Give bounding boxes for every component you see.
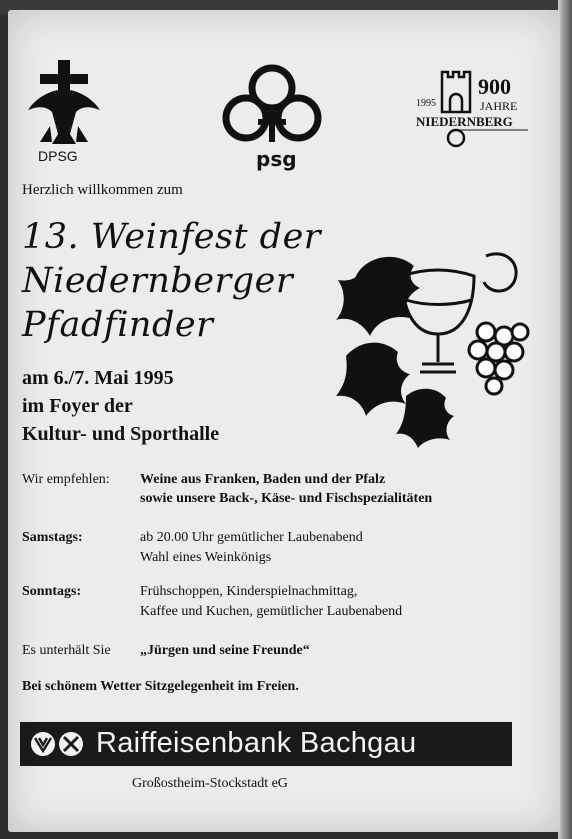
recommend-label: Wir empfehlen: <box>22 472 110 487</box>
raiffeisen-cross-icon <box>58 731 84 757</box>
svg-text:NIEDERNBERG: NIEDERNBERG <box>416 114 513 129</box>
bank-subtitle: Großostheim-Stockstadt eG <box>132 776 288 791</box>
svg-text:900: 900 <box>478 74 511 99</box>
raiffeisen-crossed-horses-icon <box>30 731 56 757</box>
title-line-2: Niedernberger <box>22 261 294 301</box>
event-place-line-2: Kultur- und Sporthalle <box>22 423 220 445</box>
psg-label: psg <box>256 147 297 171</box>
photo-background-right <box>558 0 572 839</box>
wine-glass-grapes-illustration <box>336 236 536 448</box>
recommend-line-1: Weine aus Franken, Baden und der Pfalz <box>140 472 386 487</box>
sunday-line-2: Kaffee und Kuchen, gemütlicher Laubenabend <box>140 604 403 619</box>
bank-banner <box>20 722 512 766</box>
event-date: am 6./7. Mai 1995 <box>22 367 174 389</box>
clover-leaf-icon <box>218 62 326 174</box>
title-line-3: Pfadfinder <box>22 305 214 345</box>
saturday-line-1: ab 20.00 Uhr gemütlicher Laubenabend <box>140 530 363 545</box>
recommend-line-2: sowie unsere Back-, Käse- und Fischspezialitäten <box>140 491 433 506</box>
lily-cross-icon <box>22 56 106 152</box>
event-place-line-1: im Foyer der <box>22 395 133 417</box>
dpsg-label: DPSG <box>38 148 78 164</box>
svg-text:1995: 1995 <box>416 98 436 109</box>
title-line-1: 13. Weinfest der <box>22 217 322 257</box>
sunday-label: Sonntags: <box>22 584 82 599</box>
bank-name: Raiffeisenbank Bachgau <box>96 727 417 759</box>
saturday-label: Samstags: <box>22 530 83 545</box>
greeting: Herzlich willkommen zum <box>22 182 183 198</box>
weather-note: Bei schönem Wetter Sitzgelegenheit im Freien. <box>22 679 299 694</box>
saturday-line-2: Wahl eines Weinkönigs <box>140 550 272 565</box>
entertain-text: „Jürgen und seine Freunde“ <box>140 643 310 658</box>
sunday-line-1: Frühschoppen, Kinderspielnachmittag, <box>140 584 358 599</box>
entertain-label: Es unterhält Sie <box>22 643 111 658</box>
castle-tower-icon <box>412 68 532 152</box>
svg-text:JAHRE: JAHRE <box>480 99 518 113</box>
